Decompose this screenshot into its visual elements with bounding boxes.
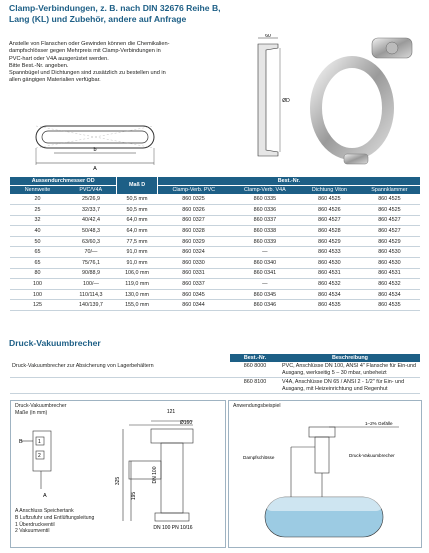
dim-325: 325	[115, 476, 121, 486]
intro-line: Bitte Best.-Nr. angeben.	[9, 62, 69, 69]
label-dampf: Dampfschlösse	[243, 455, 275, 460]
table-cell: 25/26,9	[65, 194, 117, 205]
table-cell: 106,0 mm	[117, 268, 157, 279]
table-cell: 90/88,9	[65, 268, 117, 279]
label-gefaelle: 1–2% Gefälle	[365, 421, 393, 426]
dim-1: 1	[38, 439, 41, 445]
group-outer-diameter: Aussendurchmesser OD	[10, 177, 117, 186]
table-cell: 860 0329	[157, 236, 230, 247]
table-cell: 860 0337	[230, 215, 300, 226]
table-row	[10, 300, 420, 311]
table-cell: 50/48,3	[65, 226, 117, 237]
table-cell: 860 4530	[359, 247, 420, 258]
table-cell: 860 0331	[157, 268, 230, 279]
table-cell: 70/—	[65, 247, 117, 258]
table-cell: —	[230, 247, 300, 258]
intro-line: Anstelle von Flanschen oder Gewinden können die Chemikalien-	[9, 41, 170, 47]
table-cell: 119,0 mm	[117, 279, 157, 290]
table-cell: 860 4530	[359, 258, 420, 269]
table-cell: 860 4527	[300, 215, 359, 226]
example-drawing	[229, 401, 421, 547]
table-cell: 860 4529	[300, 236, 359, 247]
table-cell: 860 0341	[230, 268, 300, 279]
col-pvc-v4a: PVC/V4A	[65, 186, 117, 195]
legend	[15, 508, 94, 535]
dim-195: 195	[131, 491, 137, 501]
table-cell: 32	[10, 215, 65, 226]
table-cell: 860 0338	[230, 226, 300, 237]
label-dvb: Druck-Vakuumbrecher	[349, 453, 395, 458]
table-cell: 32/33,7	[65, 205, 117, 216]
table-cell: 860 4525	[359, 194, 420, 205]
table-cell: 860 0337	[157, 279, 230, 290]
table-cell: 65	[10, 247, 65, 258]
dim-160: Ø160	[179, 420, 193, 426]
table-cell: 20	[10, 194, 65, 205]
table-row	[10, 226, 420, 237]
example-title: Anwendungsbeispiel	[233, 403, 281, 409]
intro-line: allen gängigen Materialien verfügbar.	[9, 77, 101, 84]
dim-b: B	[19, 439, 23, 445]
col-clamp-pvc: Clamp-Verb. PVC	[157, 186, 230, 195]
table-row	[10, 258, 420, 269]
table-cell: 860 4529	[359, 236, 420, 247]
table-cell: 860 4526	[300, 205, 359, 216]
table-cell: 860 4528	[300, 226, 359, 237]
table-cell: 860 0339	[230, 236, 300, 247]
clamp-table	[10, 177, 420, 311]
table-cell: 64,0 mm	[117, 226, 157, 237]
table-cell: 100	[10, 289, 65, 300]
table-cell: —	[230, 279, 300, 290]
intro-line: Spannbügel und Dichtungen sind zusätzlich zu bestellen und in	[9, 70, 166, 77]
table-cell: 91,0 mm	[117, 247, 157, 258]
table-cell: 100/—	[65, 279, 117, 290]
table-cell: 860 0340	[230, 258, 300, 269]
table-cell: 860 4534	[300, 289, 359, 300]
table-row	[10, 215, 420, 226]
row-name: Druck-Vakuumbrecher zur Absicherung von Lagerbehältern	[10, 362, 230, 378]
table-cell: 65	[10, 258, 65, 269]
table-cell: 860 4535	[359, 300, 420, 311]
table-cell: 860 4527	[359, 226, 420, 237]
table-cell: 860 4535	[300, 300, 359, 311]
row-nr: 860 8000	[230, 362, 280, 378]
table-cell: 40/42,4	[65, 215, 117, 226]
page-title: Clamp-Verbindungen, z. B. nach DIN 32676 Reihe B, Lang (KL) und Zubehör, andere auf Anfrage	[9, 3, 221, 24]
table-cell: 860 4531	[359, 268, 420, 279]
row-name	[10, 378, 230, 394]
vakuum-table	[10, 354, 420, 394]
table-cell: 860 4531	[300, 268, 359, 279]
table-cell: 860 0335	[230, 194, 300, 205]
col-nennweite: Nennweite	[10, 186, 65, 195]
table-cell: 860 4525	[300, 194, 359, 205]
group-best-nr: Best.-Nr.	[157, 177, 420, 186]
table-cell: 125	[10, 300, 65, 311]
table-cell: 64,0 mm	[117, 215, 157, 226]
table-cell: 110/114,3	[65, 289, 117, 300]
legend-item: A Anschluss Speichertank	[15, 508, 74, 514]
table-row	[10, 194, 420, 205]
legend-item: 1 Überdruckventil	[15, 521, 55, 528]
col-dichtung: Dichtung Viton	[300, 186, 359, 195]
col-beschreibung: Beschreibung	[280, 354, 420, 362]
table-row	[10, 268, 420, 279]
table-cell: 50,5 mm	[117, 194, 157, 205]
table-cell: 860 0345	[157, 289, 230, 300]
col-mass-d: Maß D	[117, 177, 157, 194]
label-a: A	[93, 166, 97, 172]
table-cell: 75/76,1	[65, 258, 117, 269]
table-cell: 860 4530	[300, 258, 359, 269]
table-cell: 860 0324	[157, 247, 230, 258]
table-cell: 860 4532	[359, 279, 420, 290]
section-heading: Druck-Vakuumbrecher	[9, 338, 101, 348]
table-cell: 860 0330	[157, 258, 230, 269]
ferrule-profile	[250, 34, 290, 166]
table-row	[10, 205, 420, 216]
intro-line: dampfschlösser gegen Mehrpreis mit Clamp-Verbindungen in	[9, 48, 161, 55]
row-desc: PVC, Anschlüsse DN 100, ANSI 4" Flansche für Ein-und Ausgang, werkseitig 5 – 30 mbar, unbeheizt	[280, 362, 420, 378]
table-cell: 80	[10, 268, 65, 279]
table-cell: 91,0 mm	[117, 258, 157, 269]
table-cell: 860 0336	[230, 205, 300, 216]
intro-text	[9, 41, 247, 85]
table-cell: 860 0328	[157, 226, 230, 237]
row-nr: 860 8100	[230, 378, 280, 394]
table-cell: 860 0345	[230, 289, 300, 300]
table-row	[10, 236, 420, 247]
table-cell: 860 0327	[157, 215, 230, 226]
table-cell: 860 4527	[359, 215, 420, 226]
table-cell: 860 4525	[359, 205, 420, 216]
col-spannklammer: Spannklammer	[359, 186, 420, 195]
table-row	[10, 279, 420, 290]
table-cell: 860 0325	[157, 194, 230, 205]
table-cell: 50,5 mm	[117, 205, 157, 216]
label-b: b	[93, 147, 97, 153]
table-cell: 860 4534	[359, 289, 420, 300]
table-row	[10, 247, 420, 258]
dim-dn100: DN 100	[152, 466, 158, 484]
row-desc: V4A, Anschlüsse DN 65 / ANSI 2 - 1/2" für Ein- und Ausgang, mit Heizeinrichtung und Regenhut	[280, 378, 420, 394]
clamp-photo	[300, 30, 428, 170]
table-cell: 130,0 mm	[117, 289, 157, 300]
dim-dn100pn: DN 100 PN 10/16	[153, 525, 193, 531]
table-cell: 140/139,7	[65, 300, 117, 311]
table-cell: 155,0 mm	[117, 300, 157, 311]
table-cell: 860 0346	[230, 300, 300, 311]
label-60: 60	[265, 34, 271, 39]
box-subtitle: Maße (in mm)	[15, 410, 48, 416]
legend-item: 2 Vakuumventil	[15, 528, 50, 535]
example-box	[228, 400, 422, 548]
dim-121: 121	[166, 409, 176, 415]
table-row	[10, 289, 420, 300]
table-cell: 860 4532	[300, 279, 359, 290]
label-diam: ØD	[282, 98, 290, 104]
col-clamp-v4a: Clamp-Verb. V4A	[230, 186, 300, 195]
col-best-nr: Best.-Nr.	[230, 354, 280, 362]
table-cell: 100	[10, 279, 65, 290]
dim-a: A	[43, 493, 47, 499]
gasket-drawing	[30, 120, 160, 172]
dim-2: 2	[38, 453, 41, 459]
table-cell: 77,5 mm	[117, 236, 157, 247]
box-title: Druck-Vakuumbrecher	[15, 403, 67, 409]
table-cell: 25	[10, 205, 65, 216]
table-cell: 50	[10, 236, 65, 247]
table-cell: 860 4533	[300, 247, 359, 258]
legend-item: B Luftzufuhr und Entlüftungsleitung	[15, 514, 95, 521]
table-cell: 860 0326	[157, 205, 230, 216]
table-cell: 860 0344	[157, 300, 230, 311]
intro-line: PVC-hart oder V4A ausgerüstet werden.	[9, 55, 109, 62]
table-cell: 40	[10, 226, 65, 237]
table-cell: 63/60,3	[65, 236, 117, 247]
